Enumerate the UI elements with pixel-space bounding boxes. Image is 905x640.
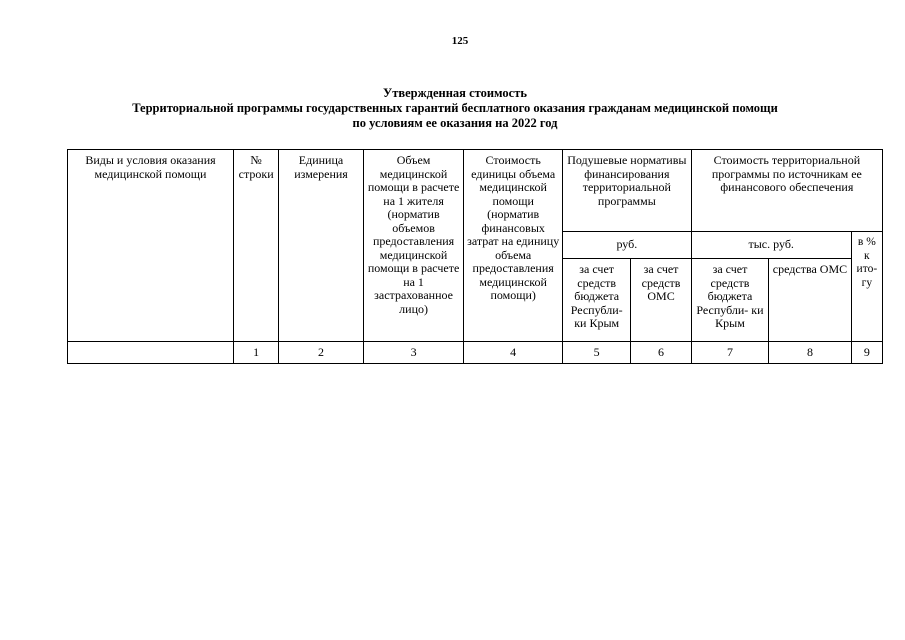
header-row-number: № строки	[234, 150, 279, 342]
column-number: 3	[363, 342, 464, 364]
column-numbers-row	[68, 342, 883, 364]
header-unit: Единица измерения	[279, 150, 364, 342]
header-unit-cost: Стоимость единицы объема медицинской помощи (норматив финансовых затрат на единицу объема предоставления медицинской помощи)	[464, 150, 563, 342]
title-line-3: по условиям ее оказания на 2022 год	[352, 116, 558, 130]
header-unit-thousand-rub: тыс. руб.	[691, 232, 851, 259]
column-number: 4	[464, 342, 563, 364]
column-number: 2	[279, 342, 364, 364]
header-budget-rub: за счет средств бюджета Республи- ки Крым	[562, 259, 630, 342]
cost-table	[67, 149, 883, 364]
column-number: 7	[691, 342, 768, 364]
column-number: 8	[769, 342, 852, 364]
header-oms-rub: за счет средств ОМС	[631, 259, 691, 342]
column-number: 6	[631, 342, 691, 364]
header-volume: Объем медицинской помощи в расчете на 1 жителя (норматив объемов предоставления медицинской помощи в расчете на 1 застрахованное лицо)	[363, 150, 464, 342]
page-number: 125	[451, 35, 469, 47]
column-number	[68, 342, 234, 364]
title-line-2: Территориальной программы государственных гарантий бесплатного оказания гражданам медицинской помощи	[132, 101, 778, 115]
header-cost-group: Стоимость территориальной программы по источникам ее финансового обеспечения	[691, 150, 882, 232]
header-row-1	[68, 150, 883, 232]
header-unit-rub: руб.	[562, 232, 691, 259]
column-number: 5	[562, 342, 630, 364]
column-number: 9	[851, 342, 882, 364]
document-title	[60, 86, 850, 131]
header-kinds-conditions: Виды и условия оказания медицинской помощи	[68, 150, 234, 342]
column-number: 1	[234, 342, 279, 364]
header-percent-total: в % к ито- гу	[851, 232, 882, 342]
title-line-1: Утвержденная стоимость	[383, 86, 527, 100]
header-per-capita-group: Подушевые нормативы финансирования территориальной программы	[562, 150, 691, 232]
header-oms-thousand: средства ОМС	[769, 259, 852, 342]
header-budget-thousand: за счет средств бюджета Республи- ки Крым	[691, 259, 768, 342]
